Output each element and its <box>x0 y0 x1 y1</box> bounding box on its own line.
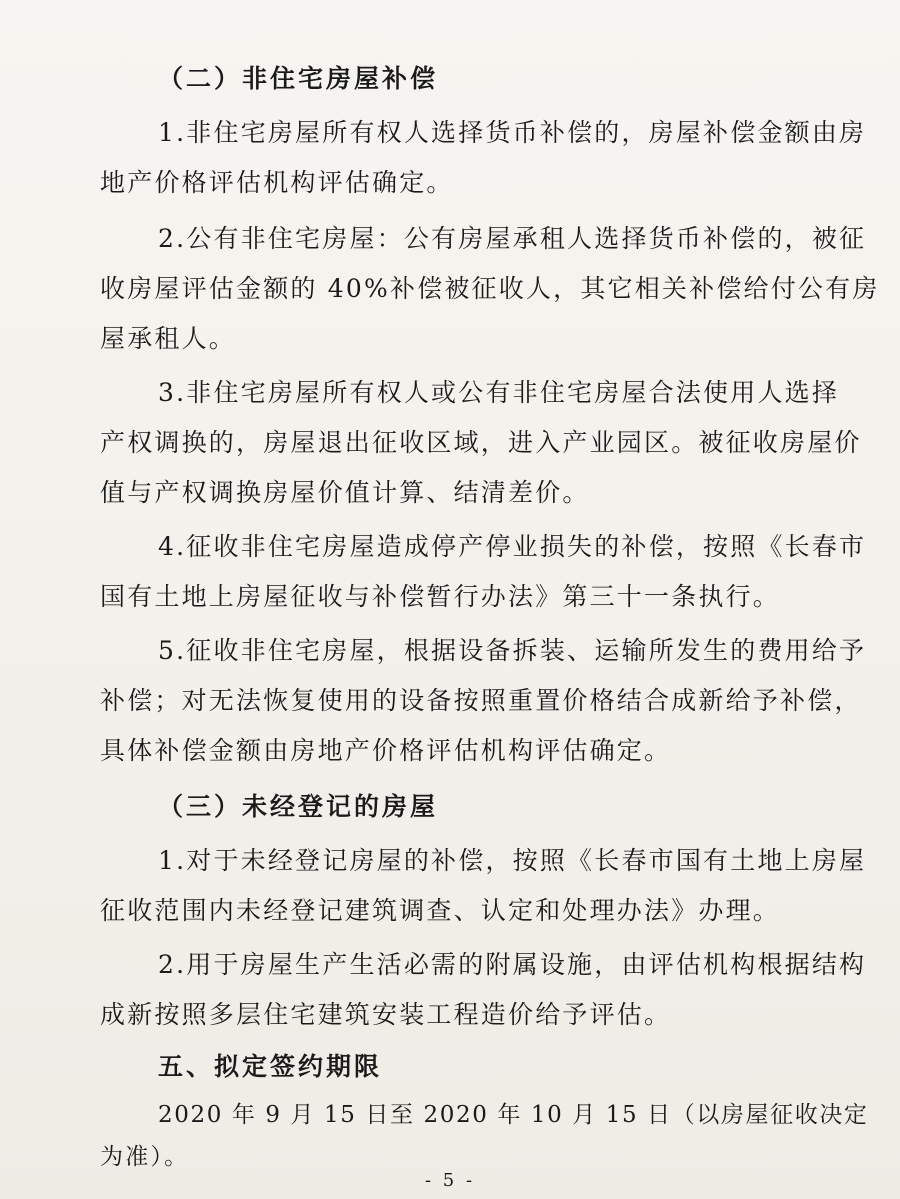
paragraph-line: 屋承租人。 <box>100 324 237 353</box>
paragraph-line: 3.非住宅房屋所有权人或公有非住宅房屋合法使用人选择 <box>158 378 840 407</box>
section-heading-unregistered: （三）未经登记的房屋 <box>158 792 439 821</box>
paragraph-line: 产权调换的，房屋退出征收区域，进入产业园区。被征收房屋价 <box>100 428 862 457</box>
paragraph-line: 收房屋评估金额的 40%补偿被征收人，其它相关补偿给付公有房 <box>100 274 880 303</box>
paragraph-line: 地产价格评估机构评估确定。 <box>100 168 454 197</box>
paragraph-line: 1.对于未经登记房屋的补偿，按照《长春市国有土地上房屋 <box>158 846 867 875</box>
paragraph-line: 2.公有非住宅房屋：公有房屋承租人选择货币补偿的，被征 <box>158 224 867 253</box>
paragraph-line: 值与产权调换房屋价值计算、结清差价。 <box>100 478 590 507</box>
paragraph-line: 5.征收非住宅房屋，根据设备拆装、运输所发生的费用给予 <box>158 636 867 665</box>
signing-period-dates: 2020 年 9 月 15 日至 2020 年 10 月 15 日（以房屋征收决定 <box>158 1102 869 1128</box>
paragraph-line: 2.用于房屋生产生活必需的附属设施，由评估机构根据结构 <box>158 950 867 979</box>
paragraph-line: 国有土地上房屋征收与补偿暂行办法》第三十一条执行。 <box>100 582 781 611</box>
section-heading-signing-period: 五、拟定签约期限 <box>158 1052 383 1081</box>
paragraph-line: 补偿；对无法恢复使用的设备按照重置价格结合成新给予补偿， <box>100 686 862 715</box>
paragraph-line: 成新按照多层住宅建筑安装工程造价给予评估。 <box>100 1000 672 1029</box>
section-heading-non-residential: （二）非住宅房屋补偿 <box>158 64 439 93</box>
signing-period-note: 为准）。 <box>100 1144 190 1170</box>
page-number: - 5 - <box>424 1170 476 1191</box>
paragraph-line: 1.非住宅房屋所有权人选择货币补偿的，房屋补偿金额由房 <box>158 118 867 147</box>
paragraph-line: 具体补偿金额由房地产价格评估机构评估确定。 <box>100 736 672 765</box>
paragraph-line: 征收范围内未经登记建筑调查、认定和处理办法》办理。 <box>100 896 781 925</box>
paragraph-line: 4.征收非住宅房屋造成停产停业损失的补偿，按照《长春市 <box>158 532 867 561</box>
